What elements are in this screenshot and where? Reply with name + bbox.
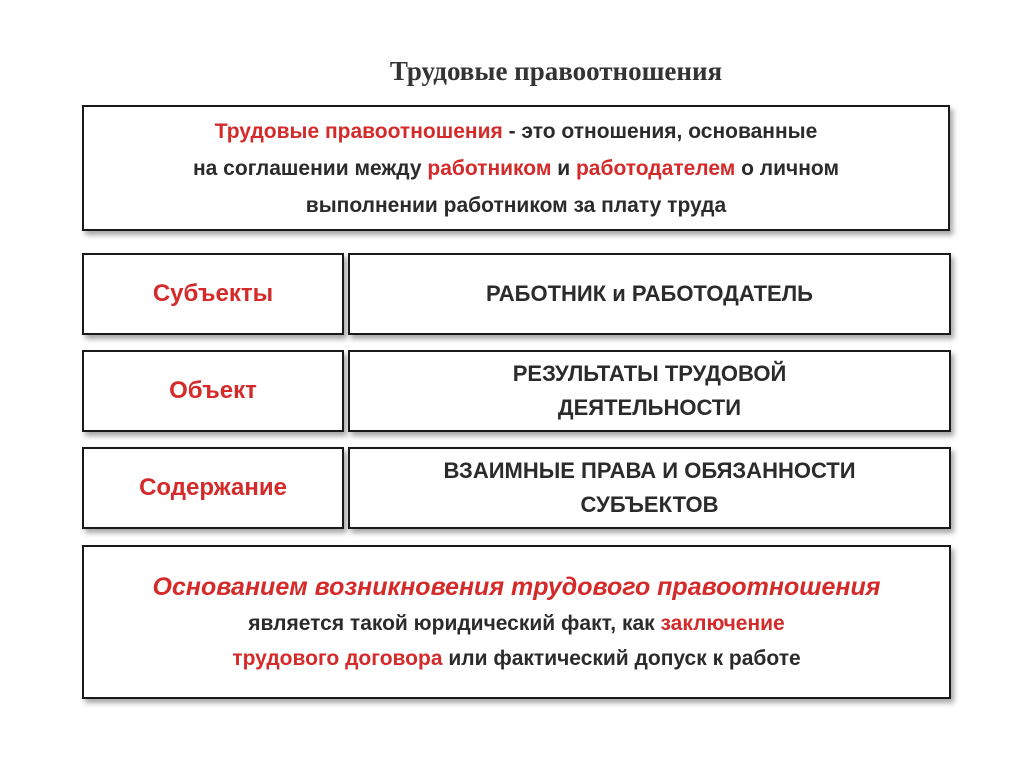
- definition-employer: работодателем: [575, 156, 736, 180]
- basis-box: [82, 545, 951, 699]
- basis-text-line1: [248, 606, 784, 641]
- content-value-box: [348, 447, 951, 529]
- subjects-value-box: [348, 253, 951, 335]
- basis-part2: или фактический допуск к работе: [442, 647, 801, 670]
- basis-contract: трудового договора: [232, 647, 443, 670]
- definition-part4: выполнении работником за плату труда: [305, 193, 727, 217]
- object-value-line1: РЕЗУЛЬТАТЫ ТРУДОВОЙ: [512, 361, 787, 386]
- definition-text: [193, 113, 839, 224]
- basis-heading: Основанием возникновения трудового правоотношения: [152, 573, 881, 601]
- object-label: Объект: [169, 377, 257, 404]
- object-value-box: [348, 350, 951, 432]
- subjects-value: РАБОТНИК и РАБОТОДАТЕЛЬ: [486, 281, 813, 306]
- basis-text-line2: [232, 641, 800, 676]
- definition-part1: - это отношения, основанные: [502, 119, 818, 143]
- object-label-box: [82, 350, 344, 432]
- content-value-line1: ВЗАИМНЫЕ ПРАВА И ОБЯЗАННОСТИ: [443, 458, 856, 483]
- definition-box: [82, 105, 950, 231]
- subjects-label-box: [82, 253, 344, 335]
- definition-part3: о личном: [735, 156, 840, 180]
- definition-worker: работником: [427, 156, 552, 180]
- content-label-box: [82, 447, 344, 529]
- basis-conclusion: заключение: [660, 612, 785, 635]
- subjects-label: Субъекты: [152, 280, 274, 307]
- content-label: Содержание: [139, 474, 287, 501]
- object-value-line2: ДЕЯТЕЛЬНОСТИ: [557, 395, 742, 420]
- definition-term: Трудовые правоотношения: [214, 119, 503, 143]
- basis-part1: является такой юридический факт, как: [248, 612, 661, 635]
- content-value-line2: СУБЪЕКТОВ: [580, 492, 719, 517]
- definition-and: и: [551, 156, 576, 180]
- page-title: Трудовые правоотношения: [389, 56, 723, 86]
- definition-part2: на соглашении между: [192, 156, 428, 180]
